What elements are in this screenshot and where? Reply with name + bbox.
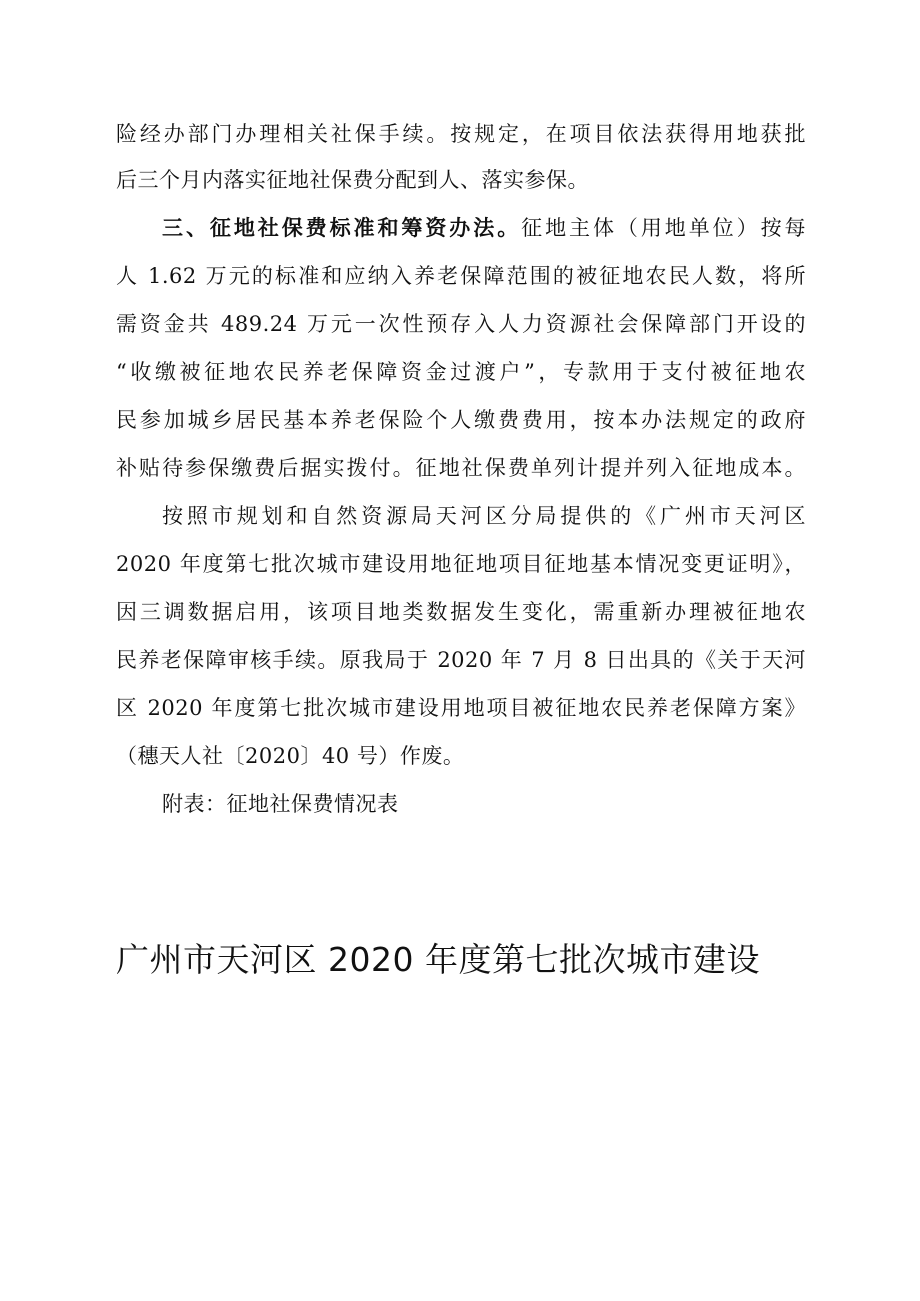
- body-text-line: 民参加城乡居民基本养老保险个人缴费费用，按本办法规定的政府: [116, 408, 806, 432]
- section-three-first-line-text: 征地主体（用地单位）按每: [521, 216, 807, 240]
- body-text-line: 补贴待参保缴费后据实拨付。征地社保费单列计提并列入征地成本。: [116, 456, 806, 480]
- body-text-line: 区 2020 年度第七批次城市建设用地项目被征地农民养老保障方案》: [116, 696, 806, 720]
- body-text-line: “收缴被征地农民养老保障资金过渡户”，专款用于支付被征地农: [116, 360, 806, 384]
- body-text-line: 因三调数据启用，该项目地类数据发生变化，需重新办理被征地农: [116, 600, 806, 624]
- section-three-heading: 三、征地社保费标准和筹资办法。: [162, 216, 522, 240]
- body-text-line: 险经办部门办理相关社保手续。按规定，在项目依法获得用地获批: [116, 122, 806, 146]
- attachment-note: 附表：征地社保费情况表: [162, 792, 399, 816]
- body-text-line: 后三个月内落实征地社保费分配到人、落实参保。: [116, 168, 589, 192]
- body-text-line: 需资金共 489.24 万元一次性预存入人力资源社会保障部门开设的: [116, 312, 806, 336]
- body-text-line: 按照市规划和自然资源局天河区分局提供的《广州市天河区: [162, 504, 806, 528]
- body-text-line: （穗天人社〔2020〕40 号）作废。: [116, 744, 465, 768]
- body-text-line: 民养老保障审核手续。原我局于 2020 年 7 月 8 日出具的《关于天河: [116, 648, 806, 672]
- body-text-line: 人 1.62 万元的标准和应纳入养老保障范围的被征地农民人数，将所: [116, 264, 806, 288]
- body-text-line: 2020 年度第七批次城市建设用地征地项目征地基本情况变更证明》，: [116, 552, 806, 576]
- section-three-first-line: [162, 210, 806, 246]
- table-title: 广州市天河区 2020 年度第七批次城市建设: [116, 940, 760, 979]
